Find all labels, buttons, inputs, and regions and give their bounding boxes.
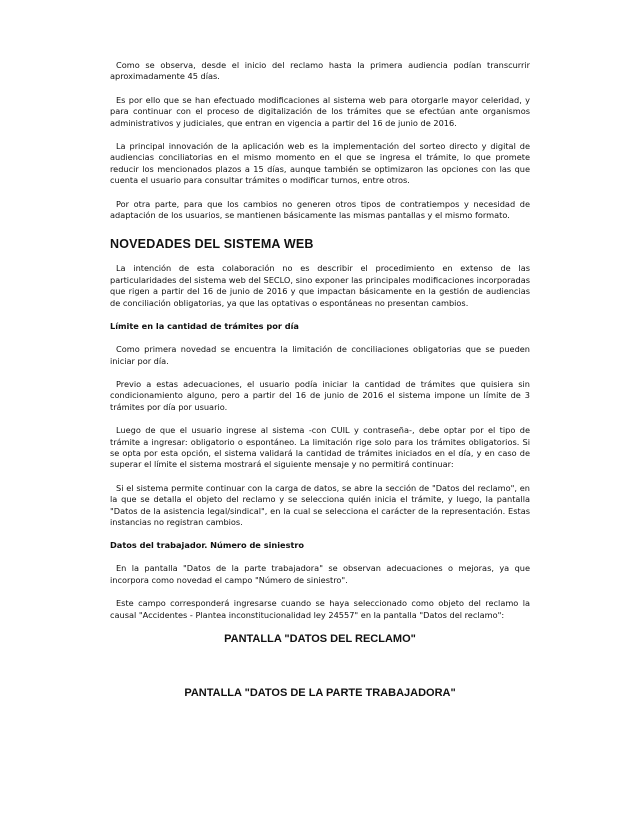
paragraph: En la pantalla "Datos de la parte trabajadora" se observan adecuaciones o mejoras, ya que incorpora como novedad el campo "Número de siniestro". [110, 563, 530, 585]
paragraph: Por otra parte, para que los cambios no generen otros tipos de contratiempos y necesidad de adaptación de los usuarios, se mantienen básicamente las mismas pantallas y el mismo formato. [110, 198, 530, 221]
paragraph: Previo a estas adecuaciones, el usuario podía iniciar la cantidad de trámites que quisiera sin condicionamiento alguno, pero a partir del 16 de junio de 2016 el sistema impone un límite de 3 trámites por día por usuario. [110, 378, 530, 412]
paragraph: Como se observa, desde el inicio del reclamo hasta la primera audiencia podían transcurrir aproximadamente 45 días. [110, 60, 530, 82]
section-intro: La intención de esta colaboración no es describir el procedimiento en extenso de las particularidades del sistema web del SECLO, sino exponer las principales modificaciones incorporadas que rigen a partir del 16 de junio de 2016 y que impactan básicamente en la gestión de audiencias de conciliación obligatorias, ya que las optativas o espontáneas no presentan cambios. [110, 263, 530, 308]
paragraph: Este campo corresponderá ingresarse cuando se haya seleccionado como objeto del reclamo la causal "Accidentes - Plantea inconstitucionalidad ley 24557" en la pantalla "Datos del reclamo": [110, 598, 530, 620]
document-page [110, 60, 530, 699]
figure-caption: PANTALLA "DATOS DE LA PARTE TRABAJADORA" [184, 687, 456, 699]
subsection-heading: Límite en la cantidad de trámites por día [110, 321, 299, 332]
section-heading: NOVEDADES DEL SISTEMA WEB [110, 237, 314, 252]
paragraph: Luego de que el usuario ingrese al sistema -con CUIL y contraseña-, debe optar por el tipo de trámite a ingresar: obligatorio o espontáneo. La limitación rige solo para los trámites obligatorios. Si se opta por esta opción, el sistema validará la cantidad de trámites iniciados en el día, y en caso de superar el límite el sistema mostrará el siguiente mensaje y no permitirá continuar: [110, 425, 530, 470]
paragraph: Como primera novedad se encuentra la limitación de conciliaciones obligatorias que se pueden iniciar por día. [110, 344, 530, 366]
figure-caption: PANTALLA "DATOS DEL RECLAMO" [224, 633, 416, 645]
paragraph: Si el sistema permite continuar con la carga de datos, se abre la sección de "Datos del reclamo", en la que se detalla el objeto del reclamo y se selecciona quién inicia el trámite, y luego, la pantalla "Datos de la asistencia legal/sindical", en la cual se selecciona el carácter de la representación. Estas instancias no registran cambios. [110, 482, 530, 527]
paragraph: Es por ello que se han efectuado modificaciones al sistema web para otorgarle mayor celeridad, y para continuar con el proceso de digitalización de los trámites que se efectúan ante organismos administrativos y judiciales, que entran en vigencia a partir del 16 de junio de 2016. [110, 94, 530, 128]
subsection-heading: Datos del trabajador. Número de siniestro [110, 540, 305, 551]
paragraph: La principal innovación de la aplicación web es la implementación del sorteo directo y digital de audiencias conciliatorias en el mismo momento en el que se ingresa el trámite, lo que promete reducir los mencionados plazos a 15 días, aunque también se optimizaron las opciones con las que cuenta el usuario para consultar trámites o modificar turnos, entre otros. [110, 141, 530, 186]
